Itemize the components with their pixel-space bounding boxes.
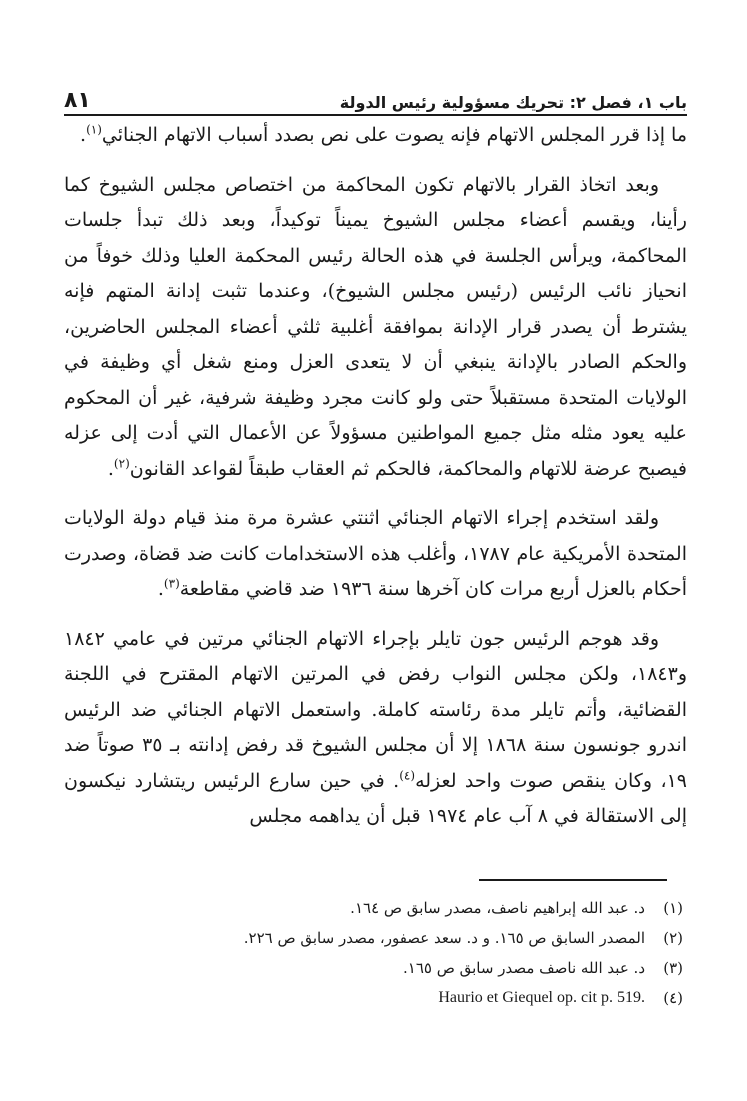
page-number: ٨١ [64, 88, 91, 113]
paragraph-1 [64, 118, 687, 154]
footnote-2 [80, 923, 683, 953]
footnote-ref: (١) [86, 122, 102, 137]
footnote-1 [80, 893, 683, 923]
paragraph-tail: . [80, 124, 87, 146]
paragraph-tail: . في حين سارع الرئيس ريتشارد نيكسون إلى الاستقالة في ٨ آب عام ١٩٧٤ قبل أن يداهمه مجلس [64, 769, 687, 827]
paragraph-text: ما إذا قرر المجلس الاتهام فإنه يصوت على نص بصدد أسباب الاتهام الجنائي [101, 124, 687, 146]
paragraph-3 [64, 501, 687, 608]
footnote-text: Haurio et Giequel op. cit p. 519. [438, 989, 645, 1006]
footnote-separator [479, 879, 667, 881]
footnotes [80, 893, 683, 1013]
paragraph-tail: . [157, 578, 164, 600]
footnote-3 [80, 953, 683, 983]
paragraph-tail: . [107, 457, 114, 480]
footnote-ref: (٢) [113, 456, 130, 471]
footnote-number: (٢) [663, 929, 683, 947]
footnote-text: د. عبد الله إبراهيم ناصف، مصدر سابق ص ١٦٤. [350, 899, 645, 917]
footnote-ref: (٣) [163, 576, 180, 591]
paragraph-4 [64, 622, 687, 835]
footnote-4 [80, 983, 683, 1013]
footnote-ref: (٤) [399, 768, 416, 783]
footnote-number: (١) [663, 899, 683, 917]
paragraph-text: وقد هوجم الرئيس جون تايلر بإجراء الاتهام الجنائي مرتين في عامي ١٨٤٢ و١٨٤٣، ولكن مجلس النواب رفض في المرتين الاتهام المقترح في اللجنة القضائية، وأتم تايلر مدة رئاسته كاملة. واستعمل الاتهام الجنائي ضد الرئيس اندرو جونسون سنة ١٨٦٨ إلا أن مجلس الشيوخ قد رفض إدانته بـ ٣٥ صوتاً ضد ١٩، وكان ينقص صوت واحد لعزله [64, 627, 687, 792]
footnote-number: (٣) [663, 959, 683, 977]
running-header [64, 84, 687, 116]
paragraph-text: وبعد اتخاذ القرار بالاتهام تكون المحاكمة من اختصاص مجلس الشيوخ كما رأينا، ويقسم أعضاء مجلس الشيوخ يميناً توكيداً، وبعد ذلك تبدأ جلسات المحاكمة، ويرأس الجلسة في هذه الحالة رئيس المحكمة العليا وذلك خوفاً من انحياز نائب الرئيس (رئيس مجلس الشيوخ)، وعندما تثبت إدانة المتهم فإنه يشترط أن يصدر قرار الإدانة بموافقة أغلبية ثلثي أعضاء المجلس الحاضرين، والحكم الصادر بالإدانة ينبغي أن لا يتعدى العزل ومنع شغل أي وظيفة في الولايات المتحدة مستقبلاً حتى ولو كانت مجرد وظيفة شرفية، غير أن المحكوم عليه يعود مثله مثل جميع المواطنين مسؤولاً عن الأعمال التي أدت إلى عزله فيصبح عرضة للاتهام والمحاكمة، فالحكم ثم العقاب طبقاً لقواعد القانون [64, 173, 687, 480]
footnote-number: (٤) [663, 989, 683, 1007]
chapter-title: باب ١، فصل ٢: تحريك مسؤولية رئيس الدولة [339, 93, 687, 112]
paragraph-2 [64, 168, 687, 488]
paragraph-text: ولقد استخدم إجراء الاتهام الجنائي اثنتي عشرة مرة منذ قيام دولة الولايات المتحدة الأمريكية عام ١٧٨٧، وأغلب هذه الاستخدامات كانت ضد قضاة، وصدرت أحكام بالعزل أربع مرات كان آخرها سنة ١٩٣٦ ضد قاضي مقاطعة [64, 507, 687, 600]
main-text [64, 118, 687, 849]
footnote-text: د. عبد الله ناصف مصدر سابق ص ١٦٥. [403, 959, 645, 977]
footnote-text: المصدر السابق ص ١٦٥. و د. سعد عصفور، مصدر سابق ص ٢٢٦. [243, 929, 645, 947]
